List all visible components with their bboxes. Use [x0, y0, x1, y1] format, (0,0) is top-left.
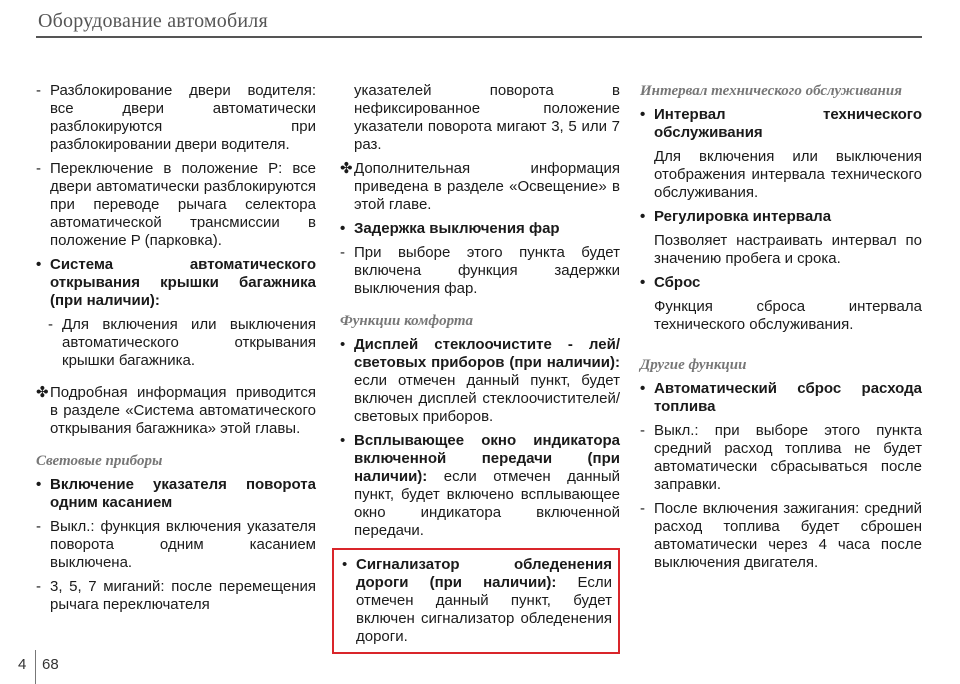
item-heading: Включение указателя поворота одним касанием — [50, 476, 316, 511]
note-text: Подробная информация приводится в разделе «Система автоматического открывания багажника» этой главы. — [50, 384, 316, 437]
highlighted-item-box — [332, 548, 620, 654]
bullet-marker: • — [640, 274, 646, 291]
column-2 — [340, 82, 620, 654]
note-text: Дополнительная информация приведена в разделе «Освещение» в этой главе. — [354, 160, 620, 213]
item-description: Для включения или выключения отображения интервала технического обслуживания. — [654, 148, 922, 201]
dash-marker: - — [36, 82, 41, 99]
dash-marker: - — [36, 160, 41, 177]
header-rule — [36, 36, 922, 38]
page-header — [36, 8, 922, 40]
bullet-marker: • — [36, 256, 42, 273]
item-heading: Всплывающее окно индикатора включенной передачи (при наличии): — [354, 432, 620, 485]
list-item — [36, 160, 316, 250]
item-heading: Система автоматического открывания крышки багажника (при наличии): — [50, 256, 316, 309]
section-title: Световые приборы — [36, 453, 163, 469]
item-text: После включения зажигания: средний расход топлива будет сброшен автоматически через 4 часа после выключения двигателя. — [654, 500, 922, 571]
page-header-title: Оборудование автомобиля — [38, 10, 268, 32]
list-item — [340, 336, 620, 426]
item-heading: Сброс — [654, 274, 701, 291]
bullet-marker: • — [36, 476, 42, 493]
item-text: Если отмечен данный пункт, будет включен сигнализатор обледенения дороги. — [356, 574, 612, 645]
dash-marker: - — [36, 518, 41, 535]
section-title: Другие функции — [640, 357, 747, 373]
item-description: Позволяет настраивать интервал по значению пробега и срока. — [654, 232, 922, 267]
item-heading: Регулировка интервала — [654, 208, 832, 225]
list-item — [640, 106, 922, 142]
item-text: 3, 5, 7 миганий: после перемещения рычага переключателя — [50, 578, 316, 613]
page-number: 68 — [42, 656, 59, 673]
item-heading: Интервал технического обслуживания — [654, 106, 922, 141]
list-item — [640, 500, 922, 572]
note-item — [36, 384, 316, 438]
item-heading: Сигнализатор обледенения дороги (при наличии): — [356, 556, 612, 591]
list-item — [36, 82, 316, 154]
section-title: Интервал технического обслуживания — [640, 83, 902, 99]
item-text: указателей поворота в нефиксированное положение указатели поворота мигают 3, 5 или 7 раз. — [354, 82, 620, 153]
list-item — [340, 220, 620, 238]
item-heading: Дисплей стеклоочистите - лей/световых приборов (при наличии): — [354, 336, 620, 371]
list-item — [342, 556, 612, 646]
item-text: Переключение в положение P: все двери автоматически разблокируются при переводе рычага селектора автоматической трансмиссии в положение P (парковка). — [50, 160, 316, 249]
item-heading: Автоматический сброс расхода топлива — [654, 380, 922, 415]
bullet-marker: • — [640, 106, 646, 123]
list-item — [36, 518, 316, 572]
list-item — [36, 316, 316, 370]
list-item — [640, 274, 922, 292]
list-item — [36, 256, 316, 310]
item-heading: Задержка выключения фар — [354, 220, 560, 237]
dash-marker: - — [48, 316, 53, 333]
list-item — [36, 476, 316, 512]
column-1 — [36, 82, 316, 620]
section-title: Функции комфорта — [340, 313, 474, 329]
dash-marker: - — [340, 244, 345, 261]
list-item — [36, 578, 316, 614]
item-text: если отмечен данный пункт, будет включено всплывающее окно индикатора включенной передачи. — [354, 468, 620, 539]
list-item — [340, 244, 620, 298]
item-text: При выборе этого пункта будет включена функция задержки выключения фар. — [354, 244, 620, 297]
dash-marker: - — [640, 500, 645, 517]
item-text: Для включения или выключения автоматического открывания крышки багажника. — [62, 316, 316, 369]
bullet-marker: • — [640, 208, 646, 225]
bullet-marker: • — [340, 336, 346, 353]
item-text: если отмечен данный пункт, будет включен дисплей стеклоочистителей/световых приборов. — [354, 372, 620, 425]
bullet-marker: • — [640, 380, 646, 397]
dash-marker: - — [36, 578, 41, 595]
note-item — [340, 160, 620, 214]
item-description: Функция сброса интервала технического обслуживания. — [654, 298, 922, 333]
column-3 — [640, 82, 922, 578]
list-item-continuation — [340, 82, 620, 154]
bullet-marker: • — [340, 220, 346, 237]
list-item — [640, 422, 922, 494]
list-item — [640, 380, 922, 416]
item-text: Выкл.: при выборе этого пункта средний расход топлива не будет автоматически сбрасываться после заправки. — [654, 422, 922, 493]
list-item — [340, 432, 620, 540]
chapter-number: 4 — [18, 656, 27, 673]
list-item — [640, 208, 922, 226]
note-icon: ✤ — [340, 160, 353, 177]
item-text: Выкл.: функция включения указателя поворота одним касанием выключена. — [50, 518, 316, 571]
bullet-marker: • — [342, 556, 348, 573]
item-text: Разблокирование двери водителя: все двери автоматически разблокируются при разблокировании двери водителя. — [50, 82, 316, 153]
dash-marker: - — [640, 422, 645, 439]
bullet-marker: • — [340, 432, 346, 449]
note-icon: ✤ — [36, 384, 49, 401]
footer-divider — [35, 650, 36, 684]
